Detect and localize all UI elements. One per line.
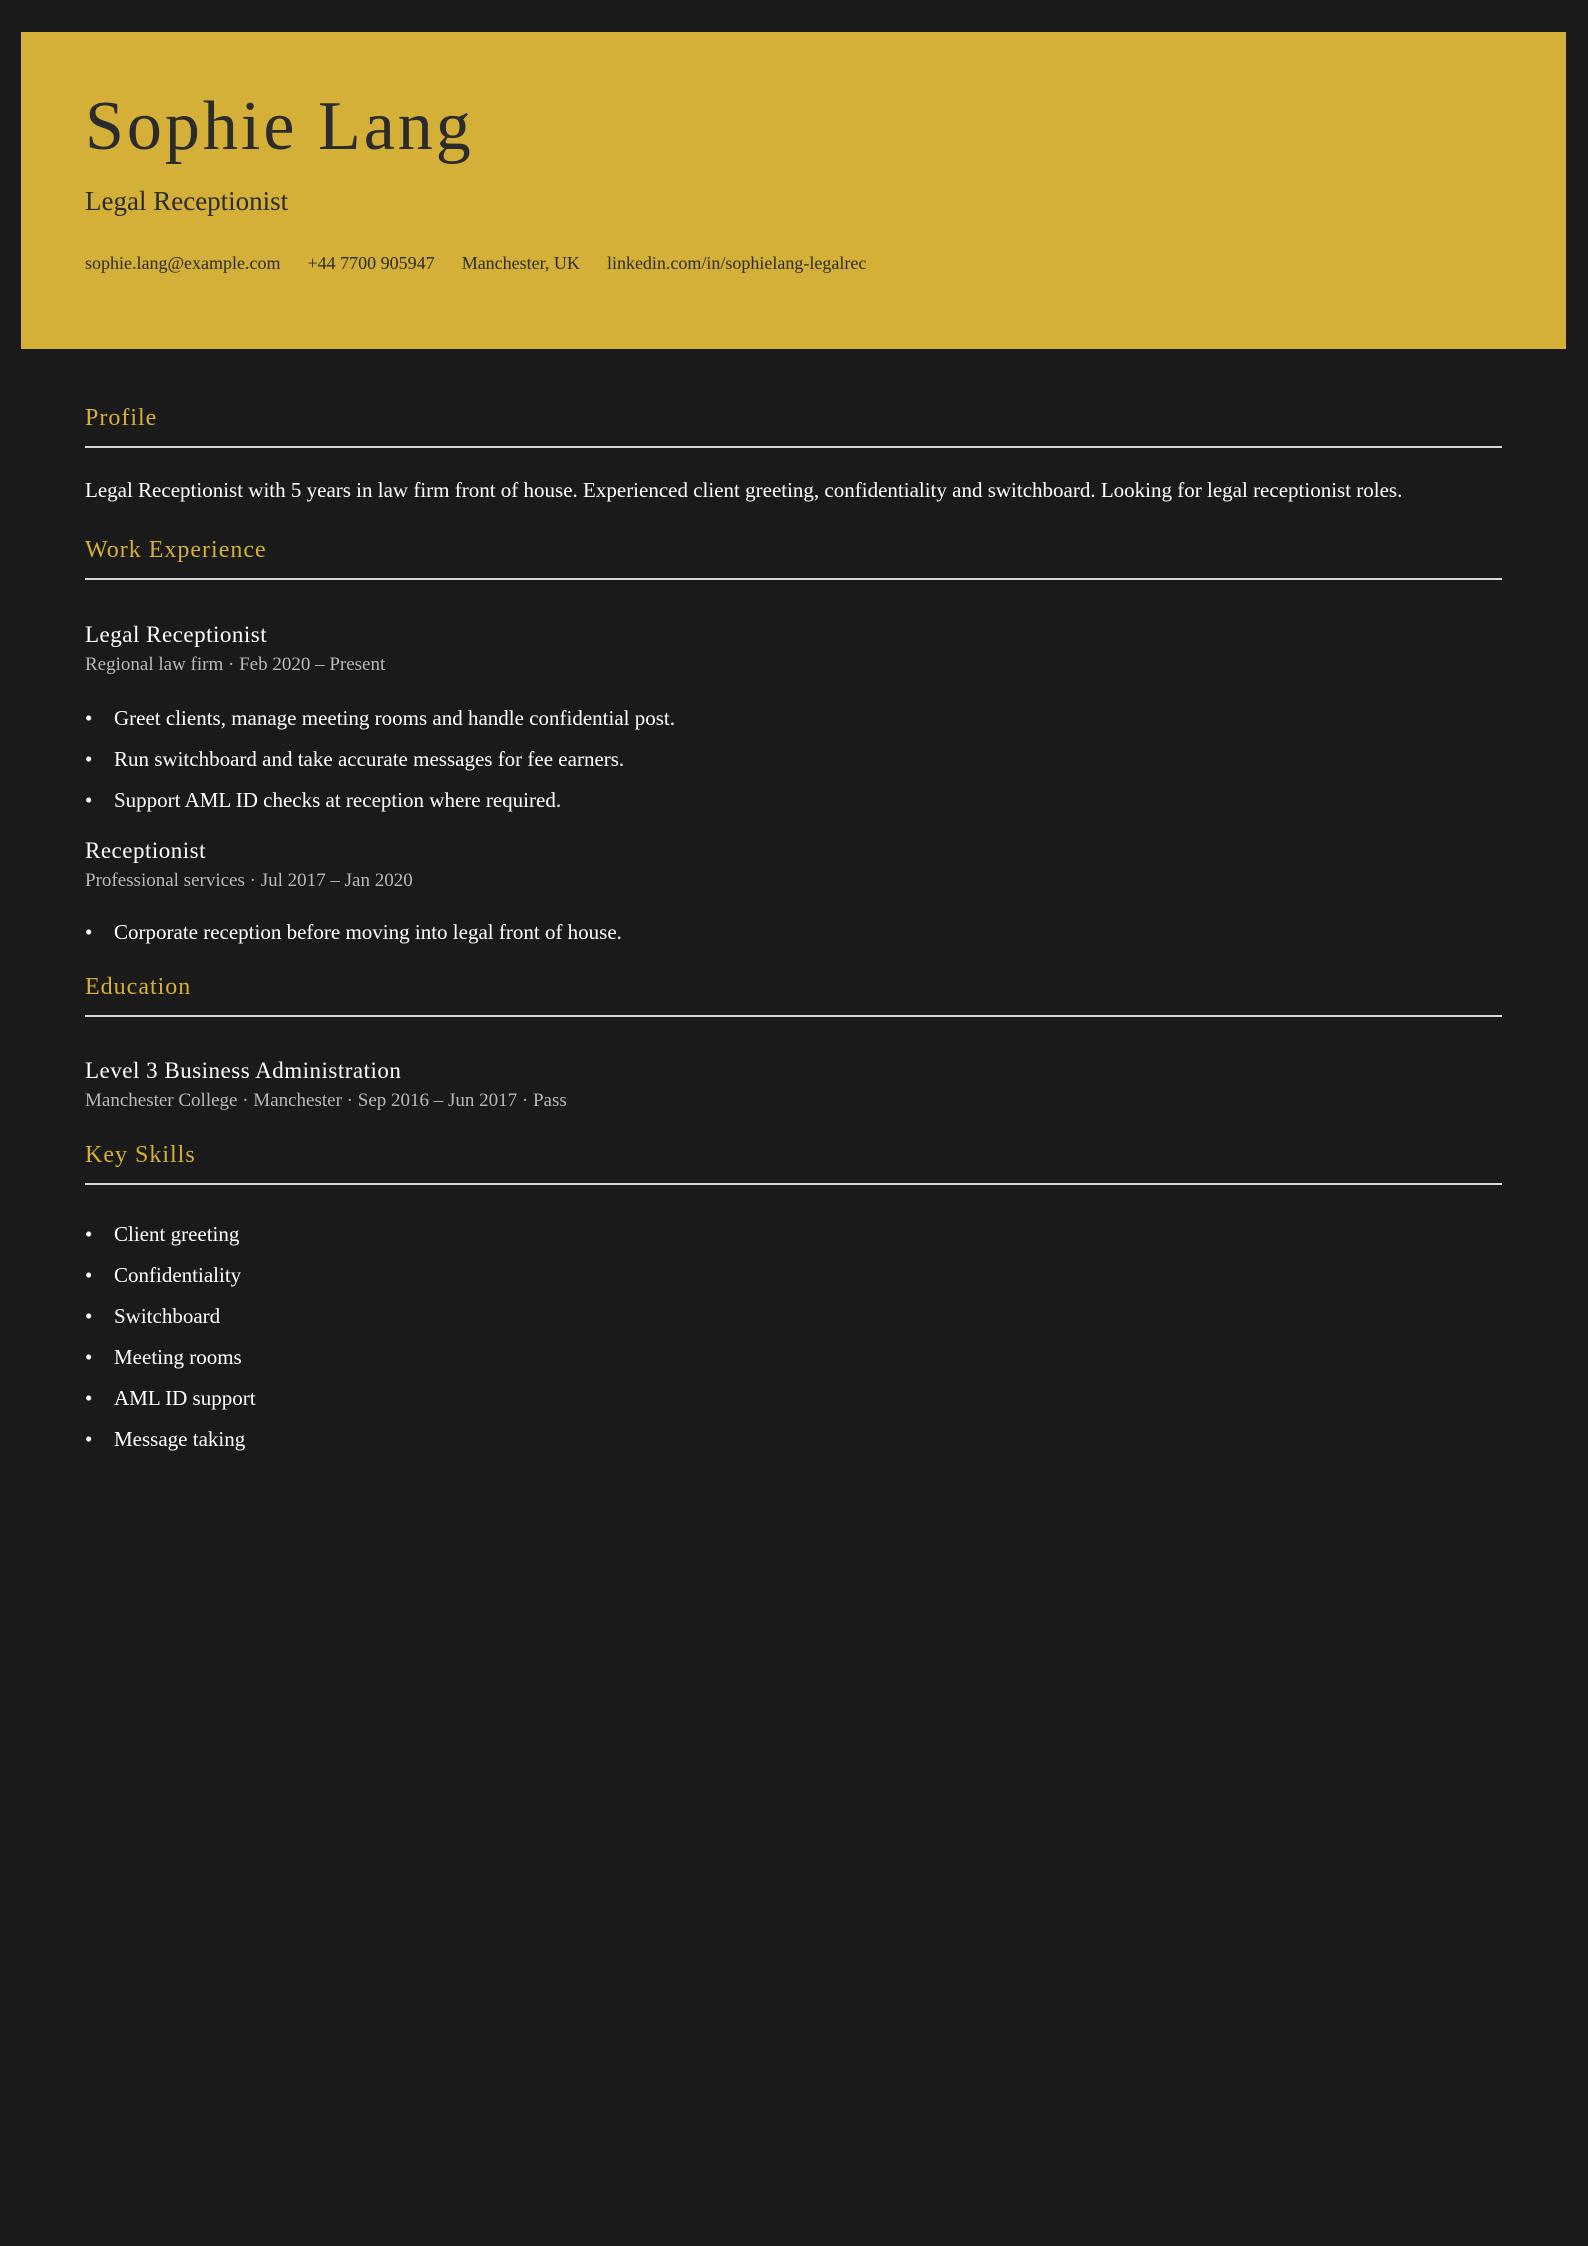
header-banner xyxy=(21,32,1566,349)
skill-item: • Client greeting xyxy=(85,1214,1502,1255)
contact-linkedin[interactable]: linkedin.com/in/sophielang-legalrec xyxy=(606,253,867,273)
contact-email[interactable]: sophie.lang@example.com xyxy=(85,253,281,273)
job-bullet: • Run switchboard and take accurate messages for fee earners. xyxy=(85,739,1502,780)
job-meta: Regional law firm · Feb 2020 – Present xyxy=(85,654,386,676)
skill-item: • AML ID support xyxy=(85,1378,1502,1419)
job-bullet: • Support AML ID checks at reception where required. xyxy=(85,780,1502,821)
skill-item: • Meeting rooms xyxy=(85,1337,1502,1378)
job-title: Legal Receptionist xyxy=(85,622,268,648)
skill-item: • Message taking xyxy=(85,1419,1502,1460)
education-meta: Manchester College · Manchester · Sep 2016 – Jun 2017 · Pass xyxy=(85,1089,567,1111)
resume-body xyxy=(85,406,1502,1460)
contact-info xyxy=(85,254,866,272)
job-bullets xyxy=(85,698,1502,821)
job-title: Receptionist xyxy=(85,837,206,863)
section-title-profile: Profile xyxy=(85,406,1502,448)
job-bullet: • Greet clients, manage meeting rooms and handle confidential post. xyxy=(85,698,1502,739)
candidate-role: Legal Receptionist xyxy=(85,186,289,216)
job-meta: Professional services · Jul 2017 – Jan 2020 xyxy=(85,869,413,891)
experience-section xyxy=(85,538,1502,953)
section-title-experience: Work Experience xyxy=(85,538,1502,580)
candidate-name: Sophie Lang xyxy=(85,88,474,165)
section-title-skills: Key Skills xyxy=(85,1143,1502,1185)
section-title-education: Education xyxy=(85,975,1502,1017)
education-entry xyxy=(85,1059,1502,1113)
skill-item: • Switchboard xyxy=(85,1296,1502,1337)
job-bullet: • Corporate reception before moving into legal front of house. xyxy=(85,912,1502,953)
contact-location: Manchester, UK xyxy=(461,253,580,273)
job-entry xyxy=(85,623,1502,821)
profile-text: Legal Receptionist with 5 years in law firm front of house. Experienced client greeting, confidentiality and switchboard. Looking for legal receptionist roles. xyxy=(85,478,1403,502)
profile-section xyxy=(85,406,1502,503)
job-entry xyxy=(85,839,1502,953)
education-section xyxy=(85,975,1502,1113)
contact-phone[interactable]: +44 7700 905947 xyxy=(307,253,435,273)
education-title: Level 3 Business Administration xyxy=(85,1057,402,1083)
skills-section xyxy=(85,1143,1502,1460)
job-bullets xyxy=(85,912,1502,953)
skills-list xyxy=(85,1214,1502,1460)
skill-item: • Confidentiality xyxy=(85,1255,1502,1296)
